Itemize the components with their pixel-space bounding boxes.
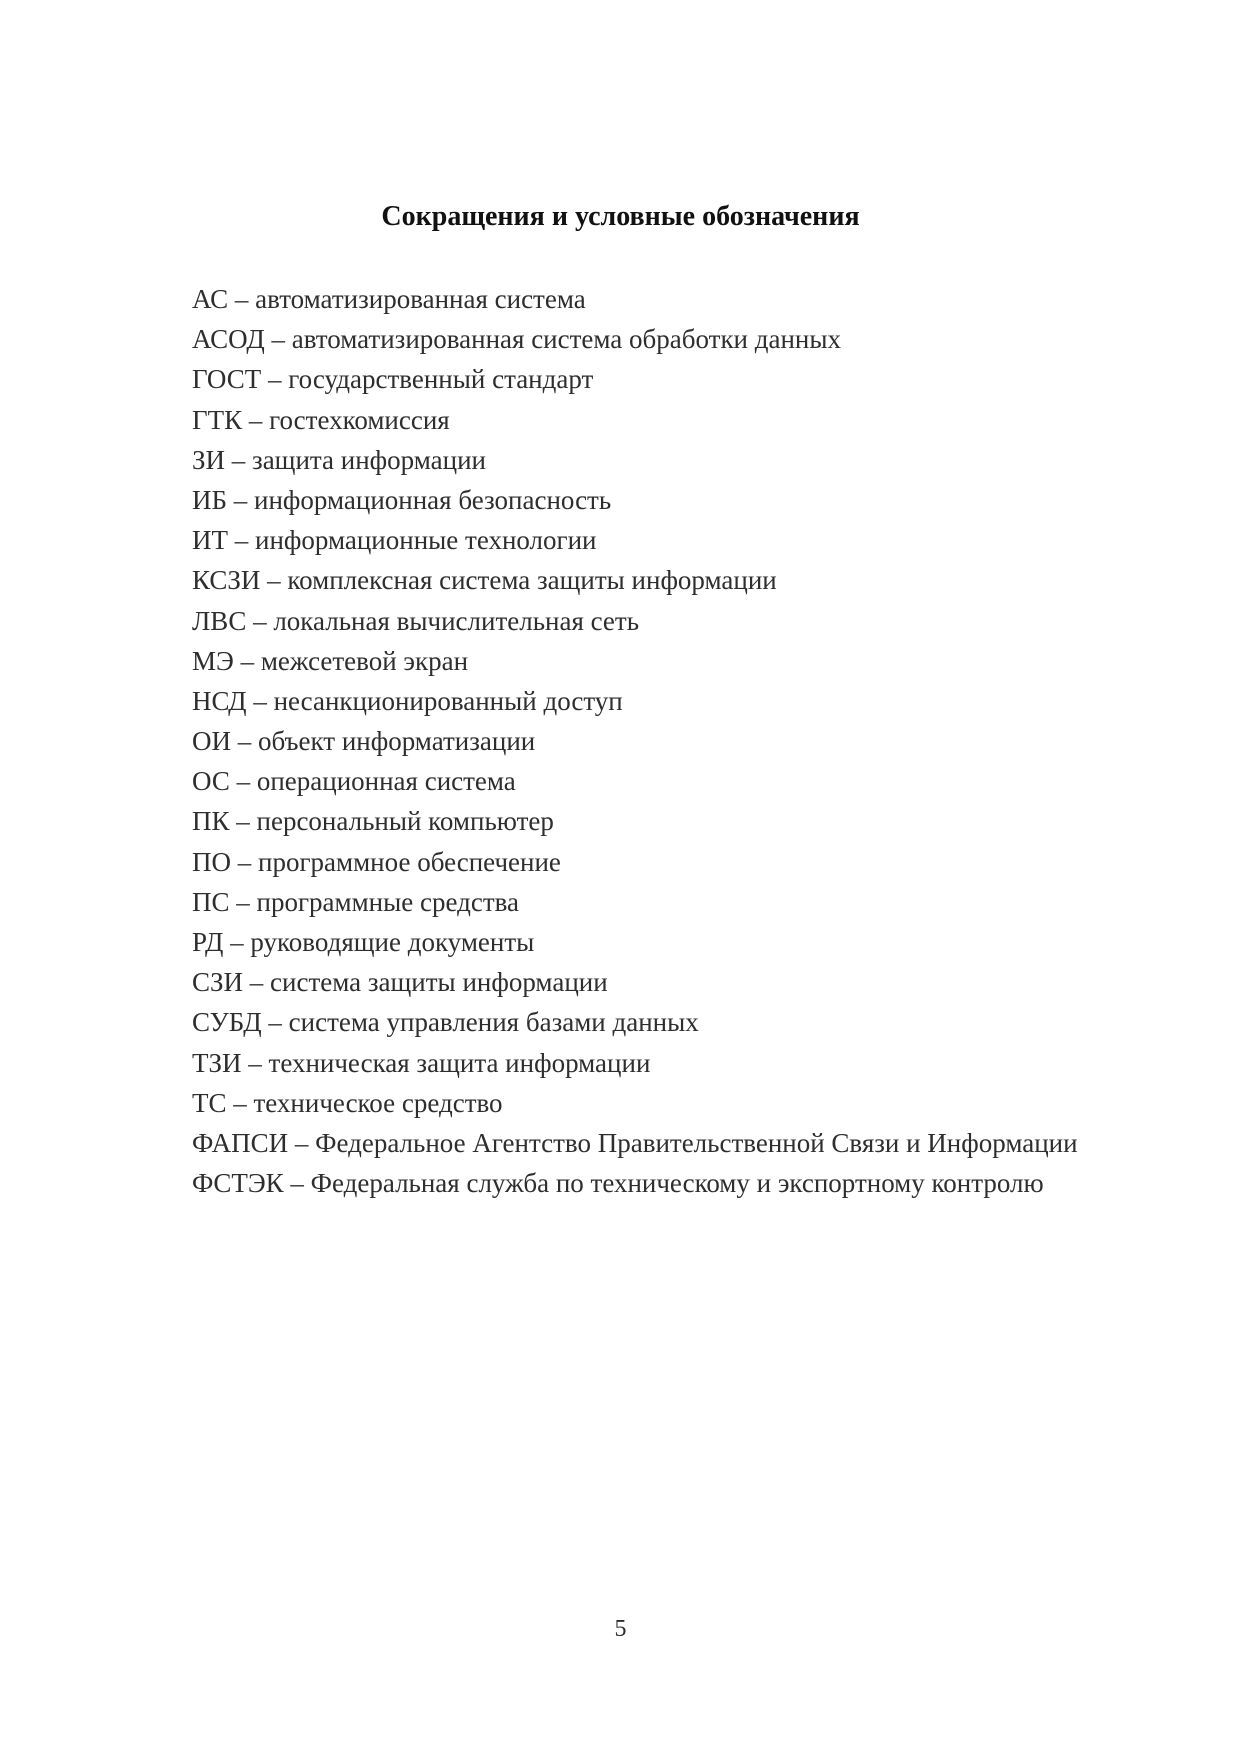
page-title: Сокращения и условные обозначения <box>381 201 860 232</box>
abbreviation-item: ИБ – информационная безопасность <box>192 484 612 515</box>
abbreviation-item: МЭ – межсетевой экран <box>192 645 469 676</box>
abbreviation-item: ФАПСИ – Федеральное Агентство Правительственной Связи и Информации <box>192 1127 1078 1158</box>
abbreviation-item: ГТК – гостехкомиссия <box>192 404 450 435</box>
abbreviation-item: АС – автоматизированная система <box>192 284 586 314</box>
abbreviation-item: ТС – техническое средство <box>192 1087 503 1118</box>
abbreviation-item: СУБД – система управления базами данных <box>192 1007 699 1038</box>
abbreviation-item: СЗИ – система защиты информации <box>192 967 608 998</box>
abbreviation-item: ФСТЭК – Федеральная служба по техническому и экспортному контролю <box>192 1168 1044 1199</box>
abbreviation-item: ЛВС – локальная вычислительная сеть <box>192 605 640 636</box>
abbreviation-item: ПС – программные средства <box>192 886 520 917</box>
abbreviation-item: ЗИ – защита информации <box>192 444 486 475</box>
abbreviation-item: ОИ – объект информатизации <box>192 726 536 757</box>
abbreviation-item: КСЗИ – комплексная система защиты информации <box>192 565 777 596</box>
abbreviation-item: ТЗИ – техническая защита информации <box>192 1047 651 1078</box>
abbreviation-item: АСОД – автоматизированная система обработки данных <box>192 324 842 355</box>
abbreviation-item: ГОСТ – государственный стандарт <box>192 364 594 395</box>
abbreviation-item: ОС – операционная система <box>192 766 516 797</box>
abbreviation-item: НСД – несанкционированный доступ <box>192 685 623 716</box>
abbreviation-item: РД – руководящие документы <box>192 927 535 957</box>
page-number: 5 <box>614 1616 627 1642</box>
abbreviation-item: ПК – персональный компьютер <box>192 806 554 837</box>
abbreviation-item: ПО – программное обеспечение <box>192 846 561 877</box>
abbreviation-item: ИТ – информационные технологии <box>192 525 597 556</box>
abbreviation-list <box>192 279 1202 1203</box>
